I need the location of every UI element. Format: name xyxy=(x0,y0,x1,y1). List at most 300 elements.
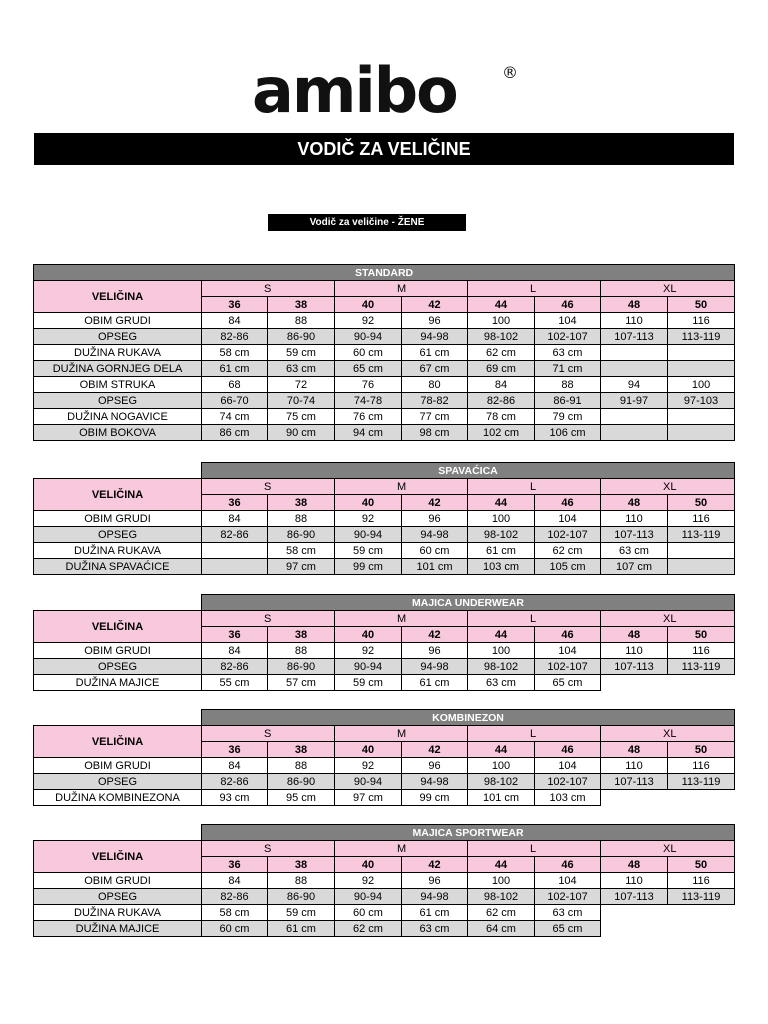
size-group-l: L xyxy=(468,281,601,297)
size-table-majica-underwear xyxy=(33,594,735,691)
row-value: 84 xyxy=(202,873,268,889)
table-row xyxy=(34,905,735,921)
size-42: 42 xyxy=(402,627,468,643)
size-36: 36 xyxy=(202,857,268,873)
row-label: DUŽINA RUKAVA xyxy=(34,543,202,559)
row-label: OPSEG xyxy=(34,527,202,543)
table-row xyxy=(34,393,735,409)
row-value: 88 xyxy=(268,313,335,329)
size-44: 44 xyxy=(468,742,535,758)
row-label: OBIM GRUDI xyxy=(34,643,202,659)
row-value: 88 xyxy=(268,873,335,889)
row-value: 98-102 xyxy=(468,329,535,345)
row-value: 74-78 xyxy=(335,393,402,409)
row-value: 60 cm xyxy=(335,345,402,361)
row-value: 110 xyxy=(601,511,668,527)
size-44: 44 xyxy=(468,857,535,873)
row-value: 84 xyxy=(202,643,268,659)
size-40: 40 xyxy=(335,495,402,511)
row-value: 90-94 xyxy=(335,329,402,345)
row-value: 113-119 xyxy=(668,659,735,675)
row-value xyxy=(601,361,668,377)
row-value: 76 xyxy=(335,377,402,393)
row-value: 82-86 xyxy=(468,393,535,409)
table-row xyxy=(34,790,735,806)
row-value: 94 xyxy=(601,377,668,393)
row-value: 96 xyxy=(402,313,468,329)
row-value: 78-82 xyxy=(402,393,468,409)
row-value xyxy=(202,543,268,559)
row-value xyxy=(601,921,668,937)
row-label: OBIM GRUDI xyxy=(34,313,202,329)
row-value: 90-94 xyxy=(335,889,402,905)
row-value: 82-86 xyxy=(202,527,268,543)
row-value: 61 cm xyxy=(202,361,268,377)
row-value xyxy=(601,345,668,361)
table-title: STANDARD xyxy=(34,265,735,281)
table-row xyxy=(34,313,735,329)
row-value: 63 cm xyxy=(268,361,335,377)
size-40: 40 xyxy=(335,742,402,758)
amibo-logo xyxy=(0,60,768,120)
row-value: 63 cm xyxy=(535,905,601,921)
size-38: 38 xyxy=(268,857,335,873)
row-value: 84 xyxy=(202,511,268,527)
table-row xyxy=(34,329,735,345)
size-group-xl: XL xyxy=(601,479,735,495)
row-label: DUŽINA SPAVAĆICE xyxy=(34,559,202,575)
size-48: 48 xyxy=(601,742,668,758)
row-value: 98 cm xyxy=(402,425,468,441)
size-42: 42 xyxy=(402,297,468,313)
row-value: 60 cm xyxy=(202,921,268,937)
row-value: 102-107 xyxy=(535,659,601,675)
row-label: DUŽINA MAJICE xyxy=(34,921,202,937)
row-value: 61 cm xyxy=(402,675,468,691)
row-value xyxy=(601,905,668,921)
size-46: 46 xyxy=(535,742,601,758)
row-label: DUŽINA RUKAVA xyxy=(34,905,202,921)
table-row xyxy=(34,659,735,675)
row-value xyxy=(601,790,668,806)
table-row xyxy=(34,758,735,774)
row-label: OPSEG xyxy=(34,774,202,790)
row-value: 103 cm xyxy=(535,790,601,806)
row-value: 102-107 xyxy=(535,329,601,345)
table-row xyxy=(34,345,735,361)
row-value: 104 xyxy=(535,313,601,329)
row-value: 90 cm xyxy=(268,425,335,441)
row-value: 60 cm xyxy=(335,905,402,921)
row-value: 82-86 xyxy=(202,889,268,905)
row-value: 92 xyxy=(335,873,402,889)
size-label: VELIČINA xyxy=(34,726,202,758)
table-title: KOMBINEZON xyxy=(202,710,735,726)
row-value: 93 cm xyxy=(202,790,268,806)
row-value: 102-107 xyxy=(535,774,601,790)
size-group-m: M xyxy=(335,281,468,297)
row-value: 77 cm xyxy=(402,409,468,425)
table-title: MAJICA UNDERWEAR xyxy=(202,595,735,611)
row-value: 110 xyxy=(601,873,668,889)
table-row xyxy=(34,774,735,790)
size-42: 42 xyxy=(402,742,468,758)
row-value: 106 cm xyxy=(535,425,601,441)
row-value: 86-90 xyxy=(268,889,335,905)
row-value: 86-90 xyxy=(268,774,335,790)
row-value: 62 cm xyxy=(468,905,535,921)
row-label: OPSEG xyxy=(34,393,202,409)
row-value: 62 cm xyxy=(535,543,601,559)
size-group-s: S xyxy=(202,281,335,297)
title-spacer xyxy=(34,710,202,726)
row-value: 116 xyxy=(668,643,735,659)
row-value: 88 xyxy=(268,511,335,527)
row-value xyxy=(601,425,668,441)
row-value: 57 cm xyxy=(268,675,335,691)
table-row xyxy=(34,409,735,425)
row-value: 95 cm xyxy=(268,790,335,806)
size-46: 46 xyxy=(535,495,601,511)
row-label: OPSEG xyxy=(34,889,202,905)
table-row xyxy=(34,527,735,543)
row-value: 78 cm xyxy=(468,409,535,425)
row-value xyxy=(668,790,735,806)
row-value: 61 cm xyxy=(468,543,535,559)
size-46: 46 xyxy=(535,627,601,643)
row-value: 100 xyxy=(668,377,735,393)
size-50: 50 xyxy=(668,495,735,511)
row-value: 94-98 xyxy=(402,659,468,675)
row-value: 84 xyxy=(202,313,268,329)
table-row xyxy=(34,543,735,559)
row-value: 98-102 xyxy=(468,659,535,675)
row-value: 102 cm xyxy=(468,425,535,441)
size-38: 38 xyxy=(268,297,335,313)
size-group-l: L xyxy=(468,841,601,857)
row-value: 58 cm xyxy=(268,543,335,559)
row-value: 86-90 xyxy=(268,659,335,675)
size-table-majica-sportwear xyxy=(33,824,735,937)
row-value: 101 cm xyxy=(468,790,535,806)
row-value: 96 xyxy=(402,758,468,774)
size-40: 40 xyxy=(335,857,402,873)
row-value: 82-86 xyxy=(202,329,268,345)
row-value: 107-113 xyxy=(601,329,668,345)
size-40: 40 xyxy=(335,297,402,313)
table-row xyxy=(34,361,735,377)
row-value: 103 cm xyxy=(468,559,535,575)
row-value: 66-70 xyxy=(202,393,268,409)
row-value: 100 xyxy=(468,313,535,329)
size-44: 44 xyxy=(468,297,535,313)
row-value: 99 cm xyxy=(335,559,402,575)
size-48: 48 xyxy=(601,857,668,873)
row-value: 90-94 xyxy=(335,527,402,543)
size-table-kombinezon xyxy=(33,709,735,806)
table-row xyxy=(34,559,735,575)
size-group-s: S xyxy=(202,726,335,742)
row-value xyxy=(668,905,735,921)
row-value: 76 cm xyxy=(335,409,402,425)
row-value: 86-90 xyxy=(268,527,335,543)
row-label: OBIM GRUDI xyxy=(34,511,202,527)
row-value: 68 xyxy=(202,377,268,393)
row-value: 110 xyxy=(601,313,668,329)
row-label: DUŽINA GORNJEG DELA xyxy=(34,361,202,377)
row-value xyxy=(601,675,668,691)
size-42: 42 xyxy=(402,495,468,511)
row-value: 105 cm xyxy=(535,559,601,575)
row-value: 59 cm xyxy=(335,675,402,691)
row-value: 88 xyxy=(268,643,335,659)
row-value: 107-113 xyxy=(601,774,668,790)
row-value: 67 cm xyxy=(402,361,468,377)
row-value: 61 cm xyxy=(402,905,468,921)
table-row xyxy=(34,675,735,691)
row-value: 72 xyxy=(268,377,335,393)
row-value: 99 cm xyxy=(402,790,468,806)
row-value: 59 cm xyxy=(268,345,335,361)
row-label: DUŽINA MAJICE xyxy=(34,675,202,691)
row-value: 65 cm xyxy=(535,675,601,691)
row-value: 116 xyxy=(668,873,735,889)
row-value: 61 cm xyxy=(268,921,335,937)
row-value: 55 cm xyxy=(202,675,268,691)
row-value: 100 xyxy=(468,511,535,527)
size-40: 40 xyxy=(335,627,402,643)
row-value: 97 cm xyxy=(335,790,402,806)
size-group-m: M xyxy=(335,479,468,495)
size-48: 48 xyxy=(601,297,668,313)
row-value: 91-97 xyxy=(601,393,668,409)
size-group-l: L xyxy=(468,611,601,627)
row-value: 82-86 xyxy=(202,774,268,790)
size-38: 38 xyxy=(268,495,335,511)
row-value: 98-102 xyxy=(468,889,535,905)
row-value: 116 xyxy=(668,758,735,774)
row-value: 104 xyxy=(535,643,601,659)
size-46: 46 xyxy=(535,297,601,313)
row-value xyxy=(668,345,735,361)
table-title: SPAVAĆICA xyxy=(202,463,735,479)
brand-wordmark: amibo xyxy=(252,60,457,120)
size-44: 44 xyxy=(468,495,535,511)
row-value: 69 cm xyxy=(468,361,535,377)
table-row xyxy=(34,643,735,659)
row-value: 102-107 xyxy=(535,889,601,905)
row-value: 113-119 xyxy=(668,889,735,905)
row-value: 110 xyxy=(601,643,668,659)
row-value: 96 xyxy=(402,643,468,659)
row-value: 98-102 xyxy=(468,527,535,543)
size-group-xl: XL xyxy=(601,726,735,742)
size-group-s: S xyxy=(202,479,335,495)
size-50: 50 xyxy=(668,297,735,313)
row-value: 101 cm xyxy=(402,559,468,575)
table-row xyxy=(34,425,735,441)
row-value: 104 xyxy=(535,758,601,774)
row-value: 62 cm xyxy=(335,921,402,937)
row-value: 58 cm xyxy=(202,905,268,921)
row-value xyxy=(668,543,735,559)
row-value: 86 cm xyxy=(202,425,268,441)
row-value: 97-103 xyxy=(668,393,735,409)
row-label: OPSEG xyxy=(34,659,202,675)
size-46: 46 xyxy=(535,857,601,873)
size-group-m: M xyxy=(335,841,468,857)
row-value: 63 cm xyxy=(535,345,601,361)
row-value: 64 cm xyxy=(468,921,535,937)
row-value xyxy=(202,559,268,575)
row-value xyxy=(601,409,668,425)
row-value xyxy=(668,425,735,441)
row-label: OBIM STRUKA xyxy=(34,377,202,393)
row-value: 65 cm xyxy=(535,921,601,937)
table-row xyxy=(34,889,735,905)
row-value xyxy=(668,675,735,691)
size-group-m: M xyxy=(335,611,468,627)
row-value: 96 xyxy=(402,873,468,889)
size-label: VELIČINA xyxy=(34,281,202,313)
row-value: 102-107 xyxy=(535,527,601,543)
table-title: MAJICA SPORTWEAR xyxy=(202,825,735,841)
size-36: 36 xyxy=(202,627,268,643)
row-label: OPSEG xyxy=(34,329,202,345)
row-value: 116 xyxy=(668,511,735,527)
row-value: 79 cm xyxy=(535,409,601,425)
row-label: OBIM GRUDI xyxy=(34,873,202,889)
size-label: VELIČINA xyxy=(34,841,202,873)
row-value: 90-94 xyxy=(335,774,402,790)
row-value: 113-119 xyxy=(668,527,735,543)
row-value: 80 xyxy=(402,377,468,393)
row-value: 97 cm xyxy=(268,559,335,575)
row-value: 84 xyxy=(202,758,268,774)
size-label: VELIČINA xyxy=(34,479,202,511)
row-value: 100 xyxy=(468,758,535,774)
row-value: 104 xyxy=(535,511,601,527)
row-value: 59 cm xyxy=(335,543,402,559)
table-row xyxy=(34,511,735,527)
size-table-standard xyxy=(33,264,735,441)
size-38: 38 xyxy=(268,742,335,758)
size-44: 44 xyxy=(468,627,535,643)
row-value: 63 cm xyxy=(601,543,668,559)
row-value: 88 xyxy=(268,758,335,774)
row-value: 94 cm xyxy=(335,425,402,441)
row-value: 113-119 xyxy=(668,329,735,345)
table-row xyxy=(34,921,735,937)
amibo-logo-mark xyxy=(244,60,524,120)
row-value: 58 cm xyxy=(202,345,268,361)
row-value: 62 cm xyxy=(468,345,535,361)
section-subtitle: Vodič za veličine - ŽENE xyxy=(268,214,466,231)
row-value: 63 cm xyxy=(402,921,468,937)
title-spacer xyxy=(34,825,202,841)
size-42: 42 xyxy=(402,857,468,873)
size-36: 36 xyxy=(202,742,268,758)
row-value: 98-102 xyxy=(468,774,535,790)
table-row xyxy=(34,377,735,393)
registered-mark: ® xyxy=(502,63,518,82)
row-value: 94-98 xyxy=(402,774,468,790)
row-value: 107-113 xyxy=(601,659,668,675)
size-group-m: M xyxy=(335,726,468,742)
row-value: 107-113 xyxy=(601,889,668,905)
row-value: 94-98 xyxy=(402,889,468,905)
table-row xyxy=(34,873,735,889)
row-label: DUŽINA NOGAVICE xyxy=(34,409,202,425)
size-group-xl: XL xyxy=(601,611,735,627)
size-50: 50 xyxy=(668,627,735,643)
size-36: 36 xyxy=(202,495,268,511)
row-value: 96 xyxy=(402,511,468,527)
size-group-l: L xyxy=(468,479,601,495)
size-label: VELIČINA xyxy=(34,611,202,643)
row-value xyxy=(668,409,735,425)
size-48: 48 xyxy=(601,627,668,643)
row-value: 63 cm xyxy=(468,675,535,691)
row-value: 70-74 xyxy=(268,393,335,409)
row-value: 104 xyxy=(535,873,601,889)
row-value: 113-119 xyxy=(668,774,735,790)
row-value: 110 xyxy=(601,758,668,774)
row-value: 74 cm xyxy=(202,409,268,425)
size-group-l: L xyxy=(468,726,601,742)
row-value: 84 xyxy=(468,377,535,393)
row-value: 86-90 xyxy=(268,329,335,345)
row-label: OBIM BOKOVA xyxy=(34,425,202,441)
title-spacer xyxy=(34,595,202,611)
size-36: 36 xyxy=(202,297,268,313)
size-group-s: S xyxy=(202,841,335,857)
row-value: 107 cm xyxy=(601,559,668,575)
size-table-spava-ica xyxy=(33,462,735,575)
row-value: 92 xyxy=(335,643,402,659)
row-label: DUŽINA RUKAVA xyxy=(34,345,202,361)
row-value: 59 cm xyxy=(268,905,335,921)
title-spacer xyxy=(34,463,202,479)
row-value: 86-91 xyxy=(535,393,601,409)
size-48: 48 xyxy=(601,495,668,511)
size-38: 38 xyxy=(268,627,335,643)
size-50: 50 xyxy=(668,857,735,873)
row-label: OBIM GRUDI xyxy=(34,758,202,774)
row-value: 94-98 xyxy=(402,527,468,543)
row-value: 92 xyxy=(335,758,402,774)
row-value: 94-98 xyxy=(402,329,468,345)
row-value: 100 xyxy=(468,873,535,889)
size-50: 50 xyxy=(668,742,735,758)
row-value: 82-86 xyxy=(202,659,268,675)
row-label: DUŽINA KOMBINEZONA xyxy=(34,790,202,806)
row-value: 71 cm xyxy=(535,361,601,377)
row-value: 116 xyxy=(668,313,735,329)
row-value: 61 cm xyxy=(402,345,468,361)
row-value xyxy=(668,921,735,937)
size-group-s: S xyxy=(202,611,335,627)
row-value: 107-113 xyxy=(601,527,668,543)
row-value xyxy=(668,559,735,575)
row-value xyxy=(668,361,735,377)
row-value: 92 xyxy=(335,511,402,527)
row-value: 65 cm xyxy=(335,361,402,377)
row-value: 90-94 xyxy=(335,659,402,675)
row-value: 60 cm xyxy=(402,543,468,559)
row-value: 100 xyxy=(468,643,535,659)
row-value: 88 xyxy=(535,377,601,393)
